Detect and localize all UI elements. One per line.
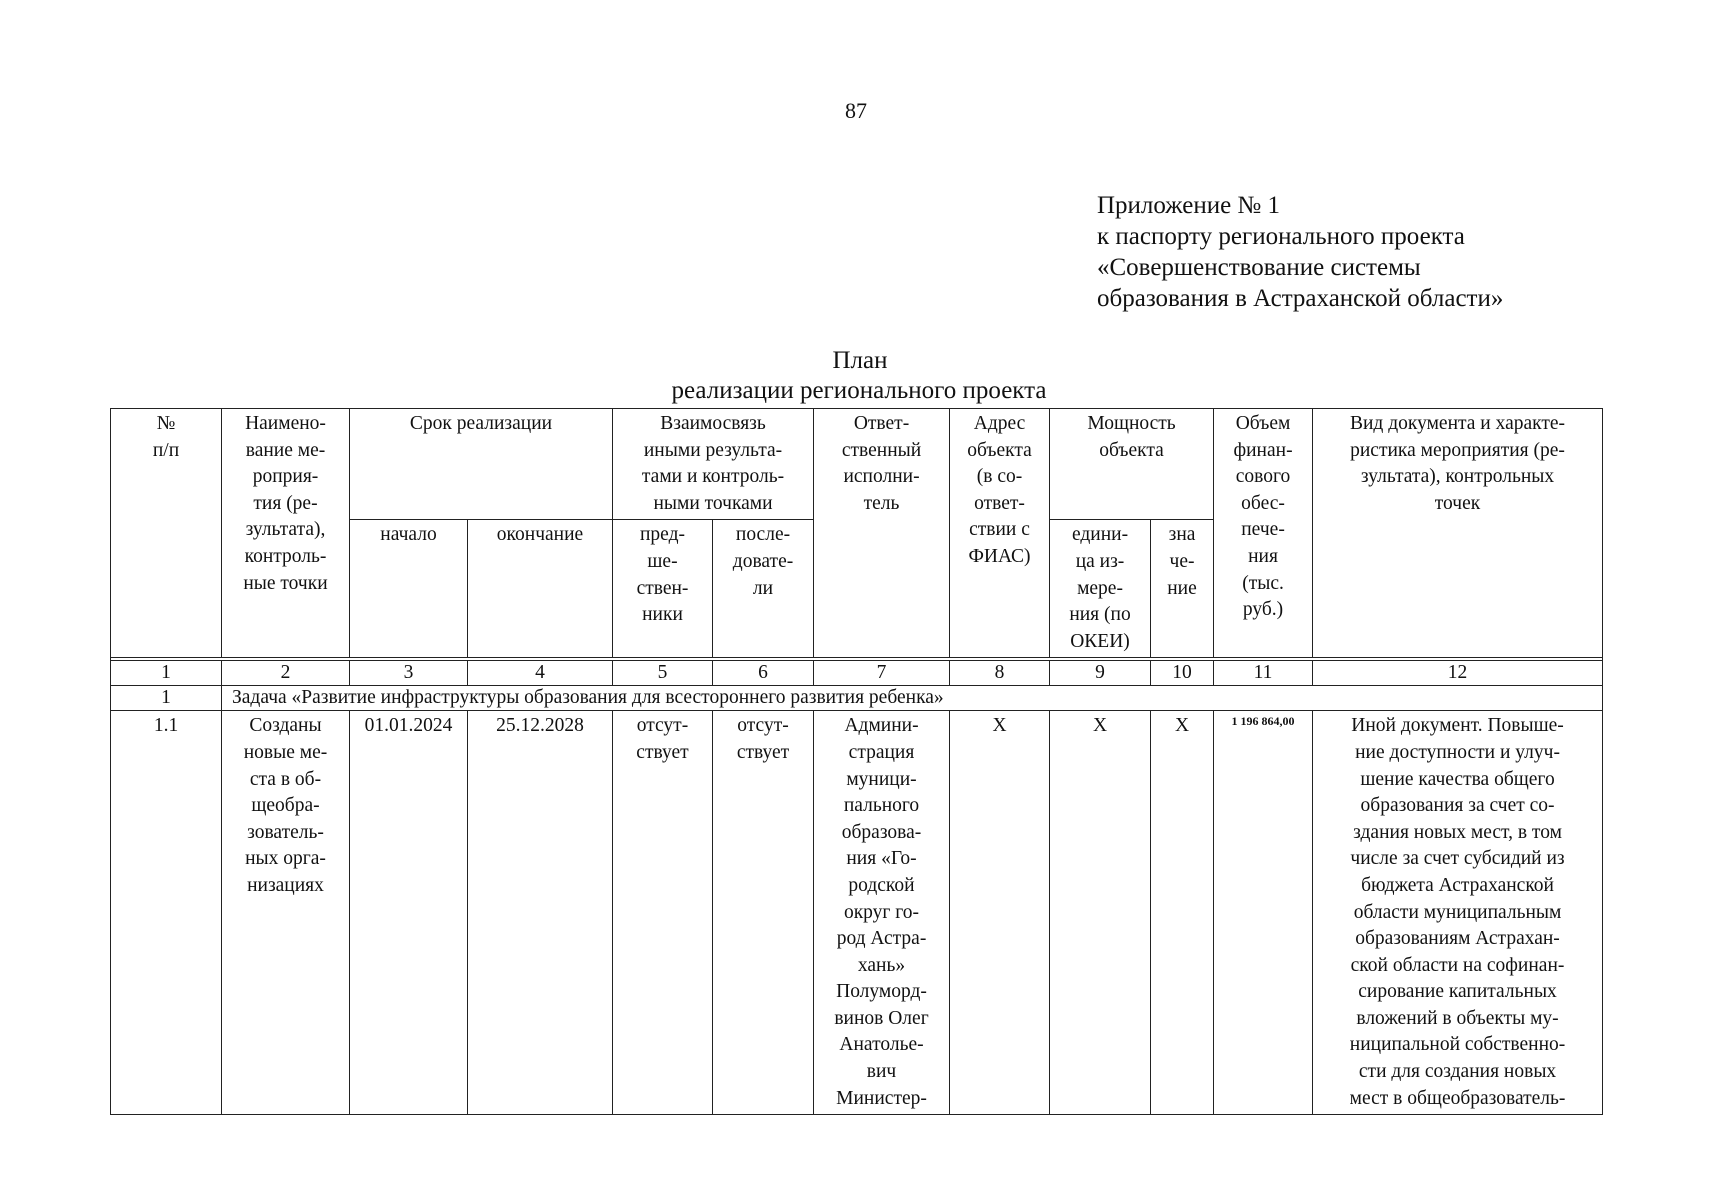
cell-line: муници- [846,768,917,790]
cell-line: точек [1434,492,1481,514]
cell-line: руб.) [1242,599,1284,621]
cell-line: контроль- [244,545,327,567]
cell-line: ской области на софинан- [1350,954,1565,976]
cell-line: ли [752,577,774,599]
header-cell-adres [950,409,1050,658]
cell-line: образования за счет со- [1360,795,1555,817]
cell-line: ние [1167,577,1197,599]
cell-line: Адрес [973,413,1026,434]
column-number: 8 [950,661,1050,686]
header-cell-obem [1214,409,1313,658]
cell-line: ные точки [243,572,328,594]
column-number: 3 [350,661,468,686]
row-amount: 1 196 864,00 [1214,711,1313,1115]
header-cell-vzaim [613,409,814,520]
page-number: 87 [845,98,867,123]
cell-line: Взаимосвязь [660,413,766,434]
task-number: 1 [111,686,222,711]
cell-line: отсут- [636,715,689,737]
cell-line: после- [735,524,791,546]
cell-line: Созданы [249,715,322,737]
cell-line: исполни- [843,466,920,488]
row-responsible [814,711,950,1115]
cell-line: п/п [152,439,180,461]
cell-line: Вид документа и характе- [1349,413,1566,434]
cell-line: иными результа- [643,439,783,461]
cell-line: объекта [967,439,1032,461]
appendix-line: к паспорту регионального проекта [1097,223,1465,250]
plan-title-line: План [832,347,888,374]
cell-line: Полуморд- [836,981,927,1003]
cell-line: пред- [640,524,685,546]
cell-line: роприя- [252,466,319,488]
cell-line: ОКЕИ) [1070,630,1130,652]
cell-line: (тыс. [1242,572,1284,594]
cell-line: сового [1235,466,1291,488]
appendix-block [1097,190,1503,314]
cell-line: ста в об- [249,768,322,790]
cell-line: зультата), [245,519,326,541]
cell-line: ными точками [653,492,773,514]
cell-line: Анатолье- [839,1034,924,1056]
header-cell-edin [1050,520,1151,658]
cell-line: образованиям Астрахан- [1355,928,1560,950]
column-number: 7 [814,661,950,686]
cell-line: Мощность [1087,413,1176,434]
header-cell-srok: Срок реализации [350,409,613,520]
row-start-date: 01.01.2024 [350,711,468,1115]
column-number: 10 [1151,661,1214,686]
cell-line: шение качества общего [1360,768,1555,790]
cell-line: род Астра- [836,928,927,950]
table-row [111,711,1603,1115]
cell-line: ствен- [636,577,689,599]
column-number: 12 [1313,661,1603,686]
cell-line: ственный [841,439,922,461]
plan-title-line: реализации регионального проекта [671,377,1047,404]
cell-line: ствии с [969,519,1030,541]
header-row [111,409,1603,520]
column-number-row [111,661,1603,686]
column-number: 6 [713,661,814,686]
header-cell-pred [613,520,713,658]
plan-table [110,408,1603,1115]
header-cell-number [111,409,222,658]
cell-line: № [156,413,176,434]
header-cell-znach [1151,520,1214,658]
plan-title [0,346,1720,406]
cell-line: мере- [1077,577,1123,599]
header-cell-posled [713,520,814,658]
cell-line: винов Олег [834,1007,929,1029]
cell-line: сти для создания новых [1358,1061,1557,1083]
cell-line: ствует [736,741,790,763]
cell-line: ники [642,604,683,626]
task-text: Задача «Развитие инфраструктуры образования для всестороннего развития ребенка» [222,686,1603,711]
cell-line: Ответ- [853,413,910,434]
row-description [1313,711,1603,1115]
cell-line: объекта [1099,439,1164,461]
cell-line: обес- [1241,492,1285,514]
cell-line: мест в общеобразователь- [1349,1087,1566,1109]
cell-line: зультата), контрольных [1360,466,1555,488]
cell-line: щеобра- [251,795,320,817]
cell-line: бюджета Астраханской [1361,874,1554,896]
cell-line: области муниципальным [1353,901,1562,923]
cell-line: страция [848,741,915,763]
row-name [222,711,350,1115]
cell-line: ния [1248,545,1278,567]
cell-line: (в со- [976,466,1023,488]
header-cell-otvet [814,409,950,658]
cell-line: новые ме- [243,741,328,763]
task-row [111,686,1603,711]
cell-line: зна [1168,524,1196,546]
cell-line: сирование капитальных [1358,981,1557,1003]
cell-line: ответ- [974,492,1025,514]
cell-line: финан- [1233,439,1293,461]
row-predecessors [613,711,713,1115]
column-number: 11 [1214,661,1313,686]
appendix-line: образования в Астраханской области» [1097,285,1504,312]
row-number: 1.1 [111,711,222,1115]
cell-line: ние доступности и улуч- [1355,741,1560,763]
cell-line: ных орга- [245,848,326,870]
cell-line: вич [866,1061,897,1083]
cell-line: ристика мероприятия (ре- [1350,439,1565,461]
cell-line: ниципальной собственно- [1349,1034,1566,1056]
cell-line: ФИАС) [968,545,1031,567]
cell-line: тами и контроль- [641,466,785,488]
cell-line: Иной документ. Повыше- [1351,715,1564,737]
row-value: Х [1151,711,1214,1115]
appendix-line: «Совершенствование системы [1097,254,1421,281]
column-number: 9 [1050,661,1151,686]
cell-line: Объем [1235,413,1291,434]
cell-line: округ го- [843,901,920,923]
header-cell-moshch [1050,409,1214,520]
cell-line: Министер- [836,1087,927,1109]
cell-line: вложений в объекты му- [1356,1007,1559,1029]
cell-line: тель [863,492,900,514]
cell-line: отсут- [737,715,789,737]
cell-line: Админи- [844,715,919,737]
cell-line: числе за счет субсидий из [1350,848,1565,870]
header-cell-okonchanie: окончание [468,520,613,658]
row-end-date: 25.12.2028 [468,711,613,1115]
cell-line: родской [848,874,915,896]
column-number: 5 [613,661,713,686]
row-unit: Х [1050,711,1151,1115]
cell-line: ния (по [1069,604,1131,626]
row-address: Х [950,711,1050,1115]
column-number: 4 [468,661,613,686]
cell-line: че- [1169,550,1195,572]
cell-line: едини- [1071,524,1129,546]
cell-line: тия (ре- [253,492,318,514]
cell-line: низациях [247,874,324,896]
cell-line: ца из- [1075,550,1125,572]
cell-line: зователь- [247,821,324,843]
cell-line: Наимено- [245,413,326,434]
row-successors [713,711,814,1115]
cell-line: хань» [857,954,906,976]
cell-line: ствует [636,741,689,763]
cell-line: пече- [1241,519,1285,541]
cell-line: ния «Го- [846,848,917,870]
column-number: 1 [111,661,222,686]
appendix-line: Приложение № 1 [1097,192,1281,219]
header-cell-nachalo: начало [350,520,468,658]
header-cell-vid [1313,409,1603,658]
column-number: 2 [222,661,350,686]
cell-line: образова- [841,821,922,843]
header-cell-name [222,409,350,658]
cell-line: вание ме- [245,439,326,461]
cell-line: здания новых мест, в том [1353,821,1562,843]
cell-line: пального [843,795,920,817]
cell-line: ше- [647,550,678,572]
cell-line: довате- [732,550,794,572]
